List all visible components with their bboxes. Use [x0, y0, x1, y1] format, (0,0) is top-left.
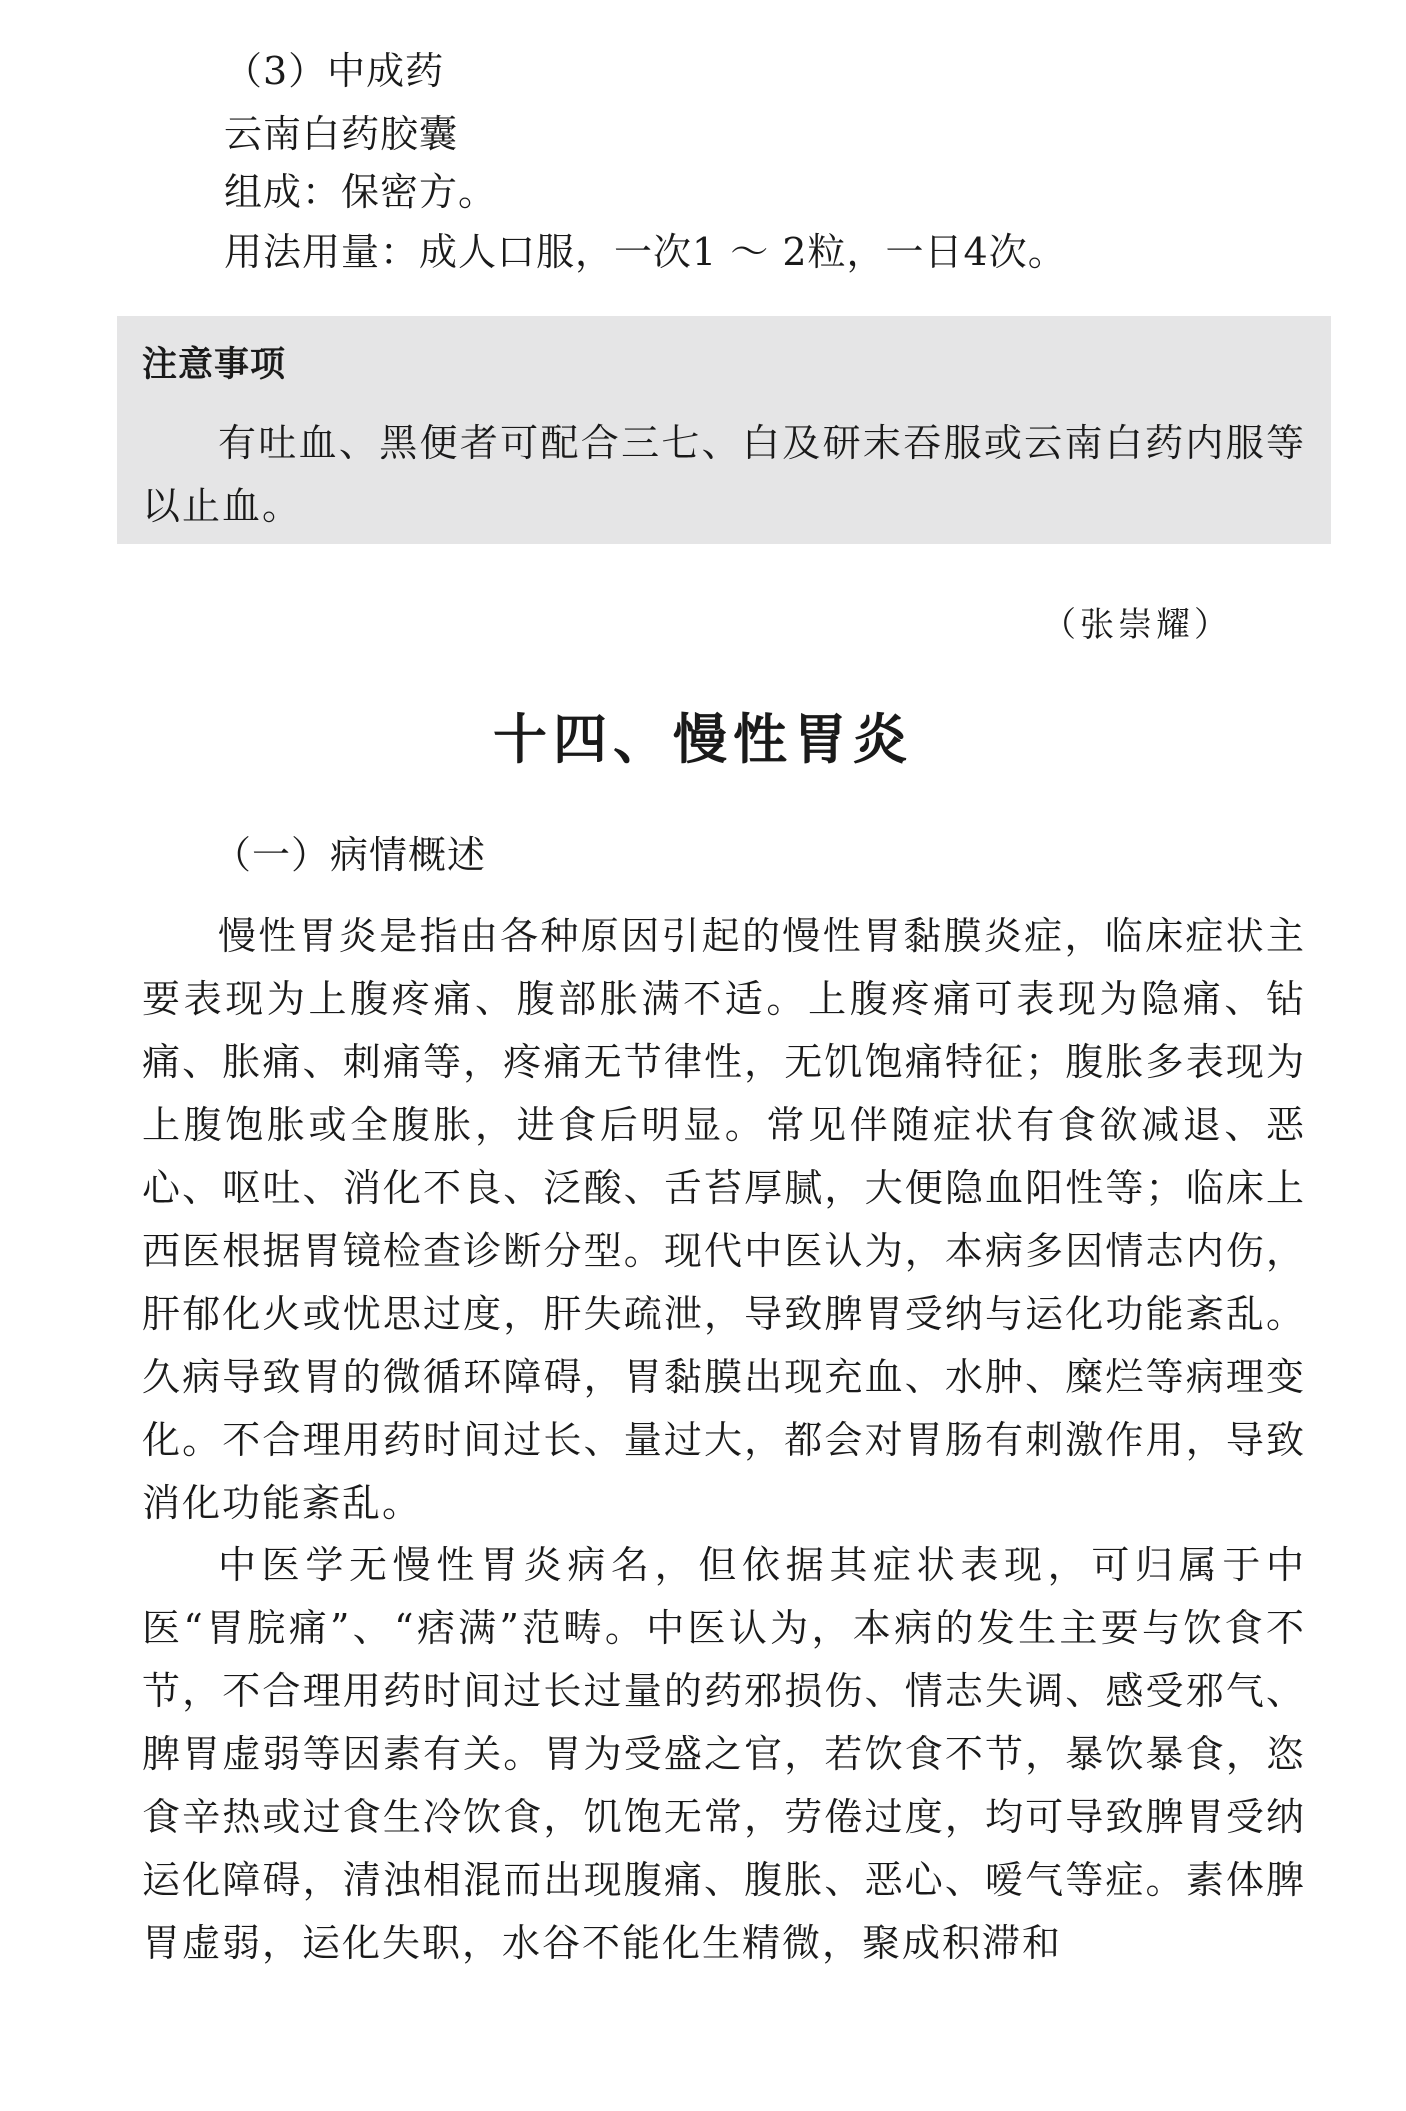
drug-subheading: （3）中成药	[224, 49, 445, 93]
note-box	[117, 316, 1331, 544]
drug-name: 云南白药胶囊	[224, 112, 459, 156]
note-body: 有吐血、黑便者可配合三七、白及研末吞服或云南白药内服等以止血。	[142, 421, 1306, 528]
body-paragraph-1: 慢性胃炎是指由各种原因引起的慢性胃黏膜炎症，临床症状主要表现为上腹疼痛、腹部胀满不适。上腹疼痛可表现为隐痛、钻痛、胀痛、刺痛等，疼痛无节律性，无饥饱痛特征；腹胀多表现为上腹饱胀或全腹胀，进食后明显。常见伴随症状有食欲减退、恶心、呕吐、消化不良、泛酸、舌苔厚腻，大便隐血阳性等；临床上西医根据胃镜检查诊断分型。现代中医认为，本病多因情志内伤，肝郁化火或忧思过度，肝失疏泄，导致脾胃受纳与运化功能紊乱。久病导致胃的微循环障碍，胃黏膜出现充血、水肿、糜烂等病理变化。不合理用药时间过长、量过大，都会对胃肠有刺激作用，导致消化功能紊乱。	[142, 914, 1306, 1525]
note-title: 注意事项	[142, 345, 287, 385]
chapter-title: 十四、慢性胃炎	[493, 708, 913, 771]
author-credit: （张崇耀）	[1042, 605, 1232, 645]
drug-composition: 组成：保密方。	[224, 170, 498, 214]
body-paragraph-2: 中医学无慢性胃炎病名，但依据其症状表现，可归属于中医“胃脘痛”、“痞满”范畴。中医认为，本病的发生主要与饮食不节，不合理用药时间过长过量的药邪损伤、情志失调、感受邪气、脾胃虚弱等因素有关。胃为受盛之官，若饮食不节，暴饮暴食，恣食辛热或过食生冷饮食，饥饱无常，劳倦过度，均可导致脾胃受纳运化障碍，清浊相混而出现腹痛、腹胀、恶心、嗳气等症。素体脾胃虚弱，运化失职，水谷不能化生精微，聚成积滞和	[142, 1543, 1306, 1965]
section-title: （一）病情概述	[213, 833, 487, 877]
drug-dosage: 用法用量：成人口服，一次1 ～ 2粒，一日4次。	[224, 230, 1067, 274]
